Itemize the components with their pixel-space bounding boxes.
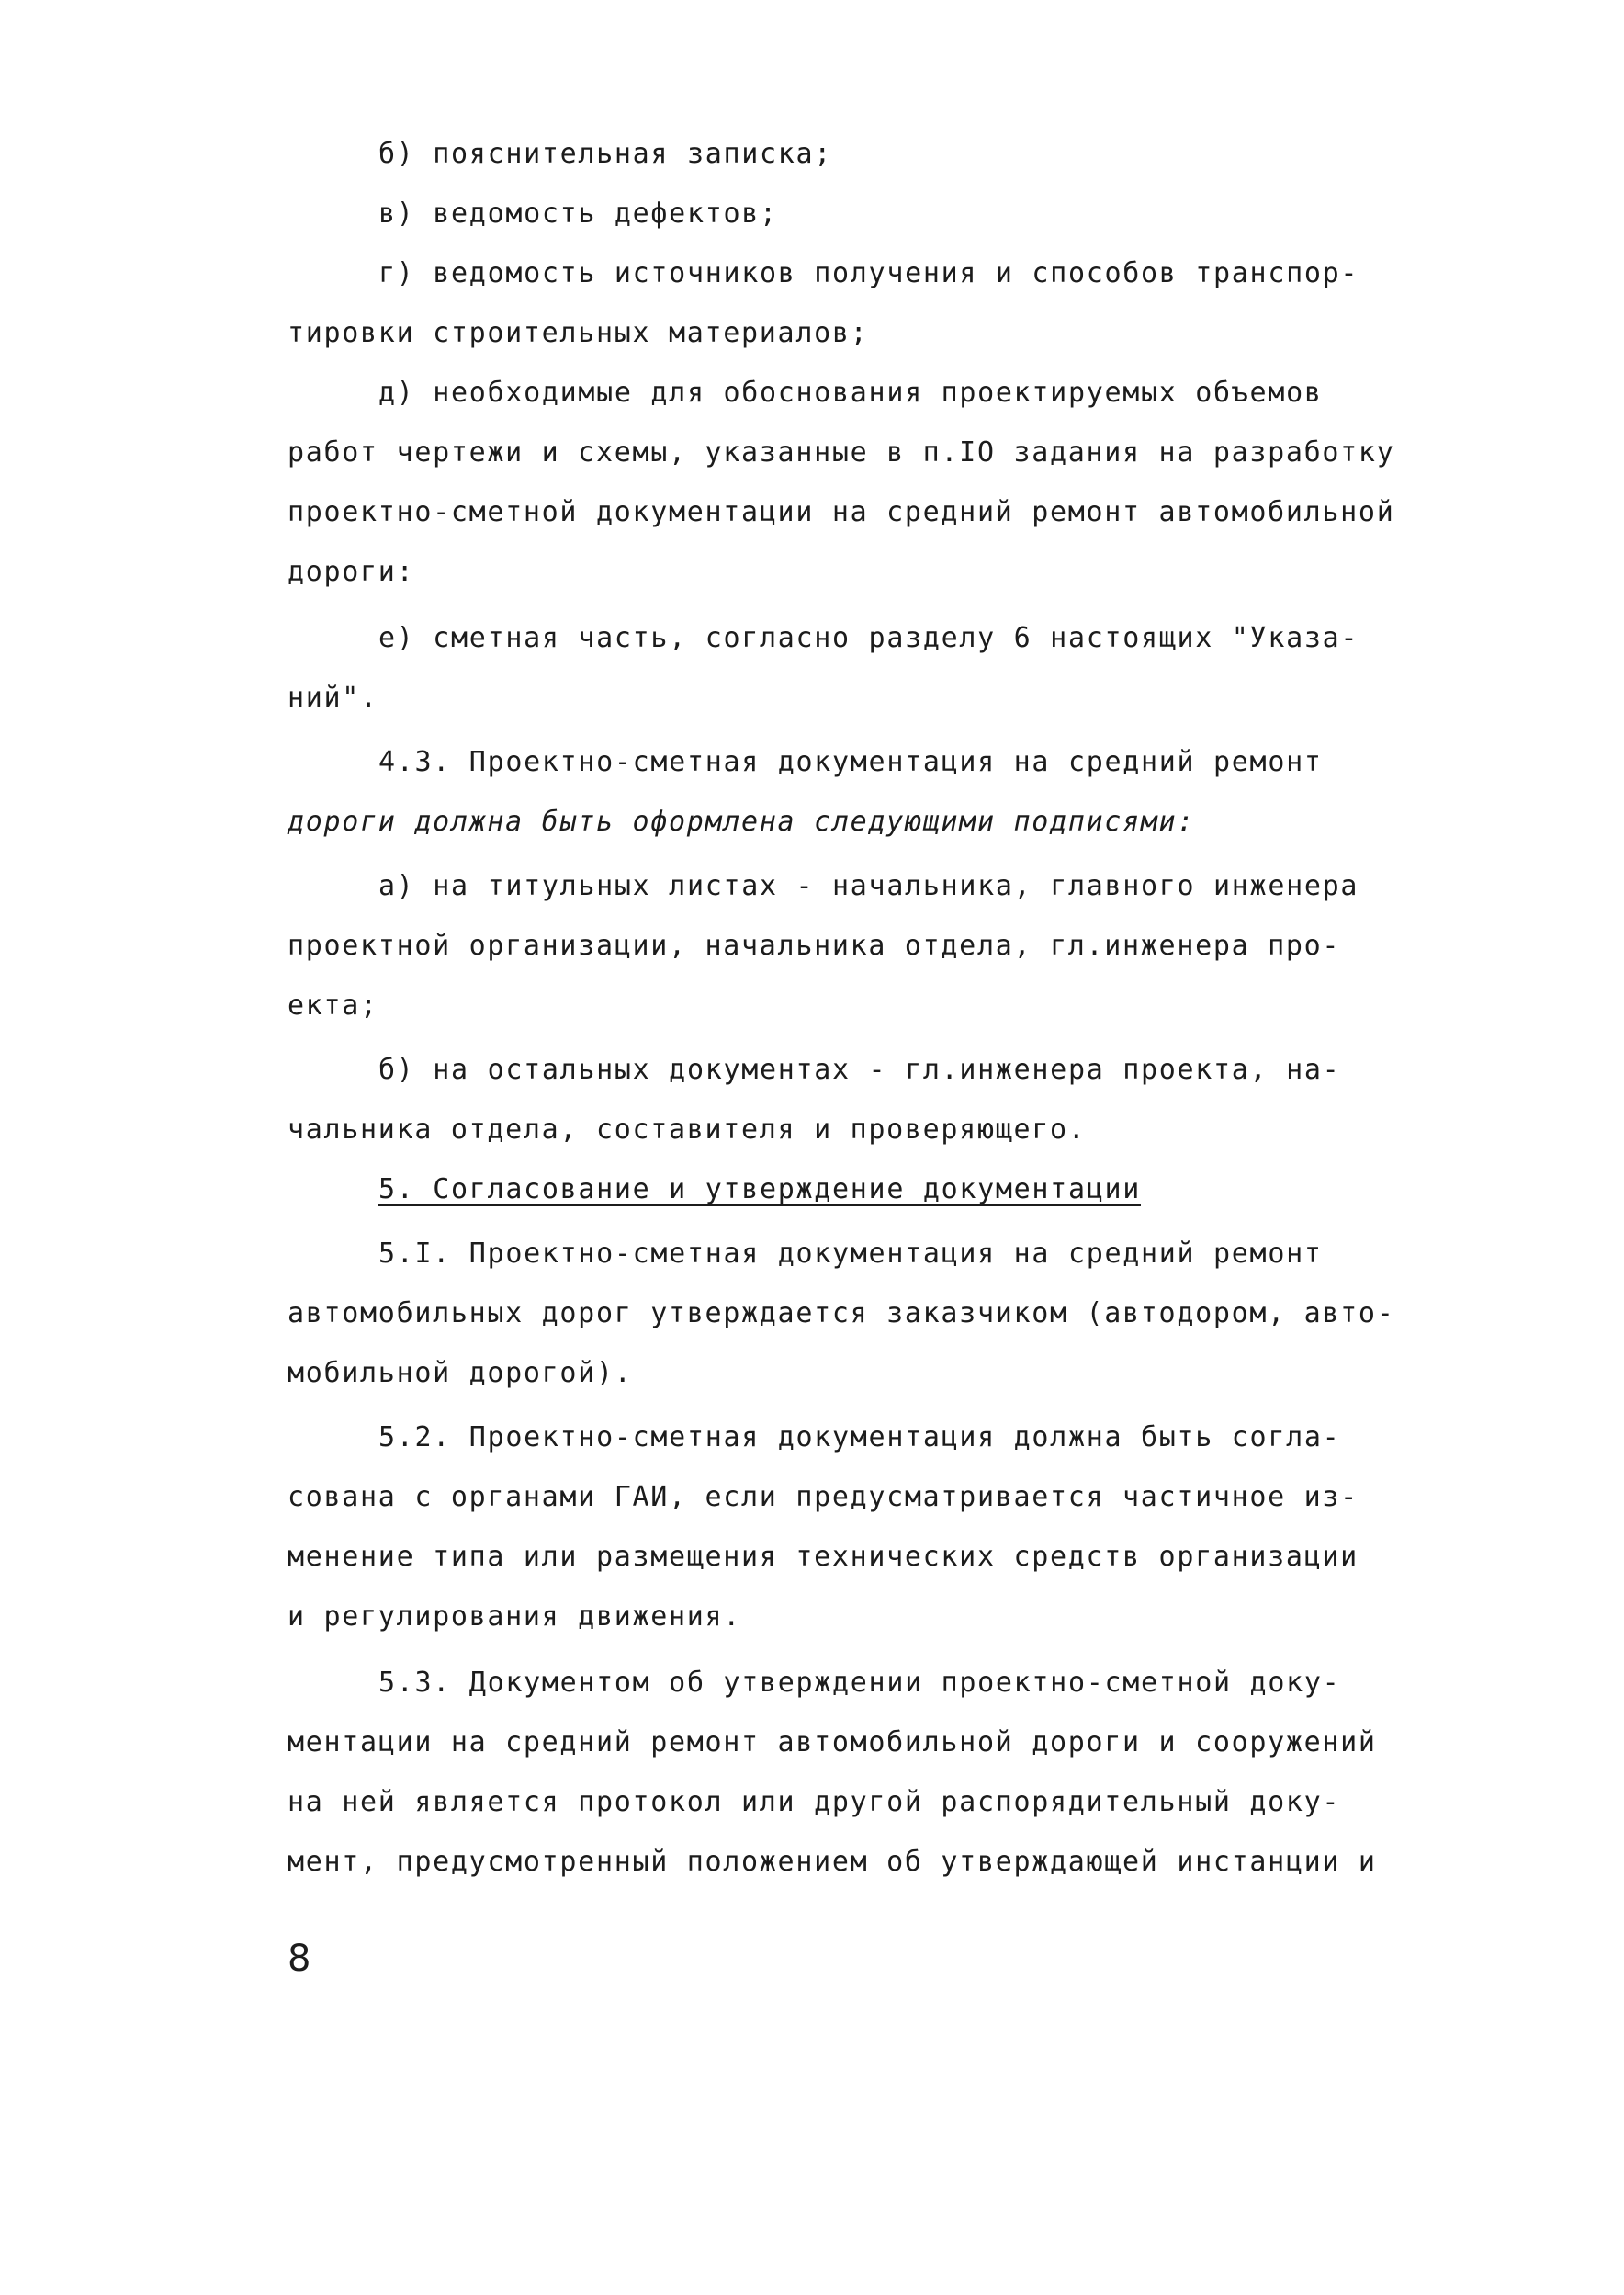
text-line: екта; bbox=[288, 989, 378, 1022]
text-line: 4.3. Проектно-сметная документация на средний ремонт bbox=[378, 746, 1323, 778]
text-line: мобильной дорогой). bbox=[288, 1357, 633, 1389]
text-line: сована с органами ГАИ, если предусматривается частичное из- bbox=[288, 1481, 1359, 1513]
text-line: ний". bbox=[288, 682, 378, 714]
text-line: б) на остальных документах - гл.инженера проекта, на- bbox=[378, 1054, 1341, 1086]
text-line: в) ведомость дефектов; bbox=[378, 198, 778, 230]
text-line: г) ведомость источников получения и способов транспор- bbox=[378, 257, 1359, 289]
text-line: 5.I. Проектно-сметная документация на средний ремонт bbox=[378, 1238, 1323, 1270]
text-line: тировки строительных материалов; bbox=[288, 317, 869, 349]
text-line: д) необходимые для обоснования проектируемых объемов bbox=[378, 377, 1323, 409]
text-line: дороги должна быть оформлена следующими подписями: bbox=[288, 806, 1196, 838]
text-line: чальника отдела, составителя и проверяющего. bbox=[288, 1114, 1087, 1146]
text-line: и регулирования движения. bbox=[288, 1600, 742, 1633]
section-heading: 5. Согласование и утверждение документации bbox=[378, 1173, 1141, 1205]
text-line: работ чертежи и схемы, указанные в п.IO задания на разработку bbox=[288, 436, 1395, 469]
page-number: 8 bbox=[288, 1938, 311, 1980]
text-line: б) пояснительная записка; bbox=[378, 138, 833, 170]
text-line: а) на титульных листах - начальника, главного инженера bbox=[378, 870, 1359, 902]
text-line: дороги: bbox=[288, 556, 415, 588]
text-line: е) сметная часть, согласно разделу 6 настоящих "Указа- bbox=[378, 622, 1359, 654]
text-line: проектно-сметной документации на средний ремонт автомобильной bbox=[288, 496, 1395, 528]
text-line: 5.2. Проектно-сметная документация должна быть согла- bbox=[378, 1421, 1341, 1453]
text-line: автомобильных дорог утверждается заказчиком (автодором, авто- bbox=[288, 1297, 1395, 1329]
text-line: 5.3. Документом об утверждении проектно-сметной доку- bbox=[378, 1667, 1341, 1699]
text-line: менение типа или размещения технических средств организации bbox=[288, 1541, 1359, 1573]
text-line: проектной организации, начальника отдела, гл.инженера про- bbox=[288, 930, 1341, 962]
text-line: на ней является протокол или другой распорядительный доку- bbox=[288, 1786, 1341, 1818]
text-line: ментации на средний ремонт автомобильной дороги и сооружений bbox=[288, 1726, 1377, 1758]
text-line: мент, предусмотренный положением об утверждающей инстанции и bbox=[288, 1846, 1377, 1878]
